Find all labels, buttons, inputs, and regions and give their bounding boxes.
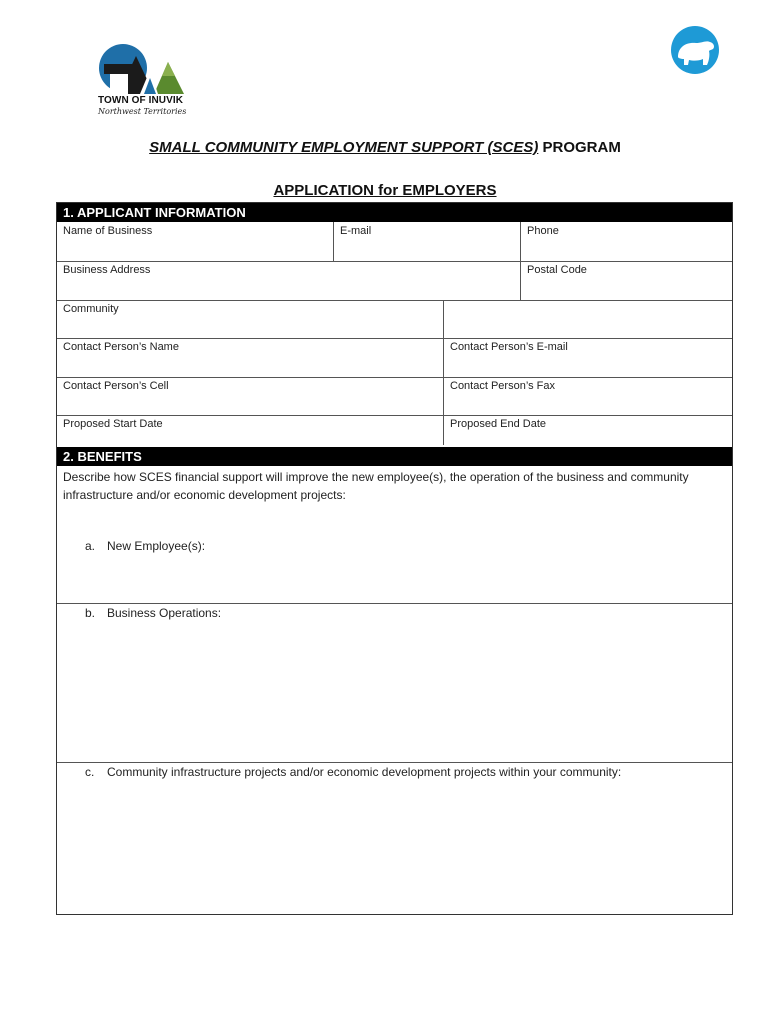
question-business-operations	[85, 606, 221, 620]
town-name: TOWN OF INUVIK	[98, 95, 184, 106]
section-1-heading: 1. APPLICANT INFORMATION	[57, 203, 732, 222]
question-community-projects	[85, 765, 621, 779]
question-label: New Employee(s):	[107, 539, 206, 553]
postal-code-label: Postal Code	[527, 264, 587, 276]
question-letter: b.	[85, 606, 96, 620]
community-label: Community	[63, 303, 119, 315]
question-label: Community infrastructure projects and/or economic development projects within your community:	[107, 765, 622, 779]
divider	[57, 261, 732, 262]
question-letter: c.	[85, 765, 95, 779]
application-form	[56, 202, 733, 915]
contact-cell-label: Contact Person’s Cell	[63, 380, 169, 392]
inuvik-emblem-icon	[96, 42, 196, 96]
contact-fax-label: Contact Person’s Fax	[450, 380, 555, 392]
divider	[57, 377, 732, 378]
email-label: E-mail	[340, 225, 372, 237]
divider	[443, 300, 444, 445]
question-label: Business Operations:	[107, 606, 222, 620]
question-letter: a.	[85, 539, 96, 553]
page-subtitle: APPLICATION for EMPLOYERS	[273, 182, 497, 199]
start-date-label: Proposed Start Date	[63, 418, 163, 430]
divider	[333, 222, 334, 261]
program-name: SMALL COMMUNITY EMPLOYMENT SUPPORT (SCES)	[149, 139, 539, 156]
contact-name-label: Contact Person’s Name	[63, 341, 179, 353]
program-suffix: PROGRAM	[538, 139, 621, 156]
business-address-label: Business Address	[63, 264, 151, 276]
phone-label: Phone	[527, 225, 559, 237]
end-date-label: Proposed End Date	[450, 418, 547, 430]
nwt-logo	[666, 25, 724, 75]
polar-bear-icon	[666, 25, 724, 75]
divider	[57, 603, 732, 604]
divider	[57, 762, 732, 763]
territory-name: Northwest Territories	[98, 107, 187, 116]
town-of-inuvik-logo	[96, 42, 196, 122]
benefits-description: Describe how SCES financial support will improve the new employee(s), the operation of the business and community infrastructure and/or economic development projects:	[63, 470, 689, 502]
divider	[57, 415, 732, 416]
divider	[57, 300, 732, 301]
divider	[57, 338, 732, 339]
question-new-employees	[85, 539, 205, 553]
section-2-heading: 2. BENEFITS	[57, 447, 732, 466]
name-of-business-label: Name of Business	[63, 225, 153, 237]
page-title	[0, 139, 770, 156]
contact-email-label: Contact Person’s E-mail	[450, 341, 568, 353]
